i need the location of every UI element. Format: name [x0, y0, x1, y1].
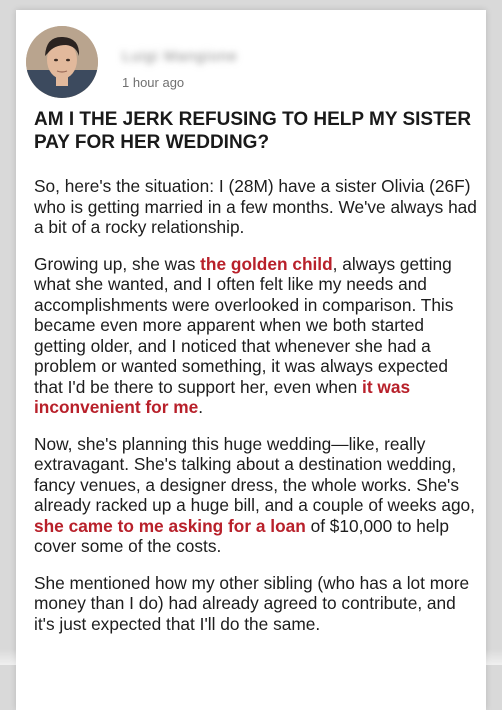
- text-span: of $10,000 to help cover some of the costs.: [34, 516, 449, 557]
- avatar-image: [26, 26, 98, 98]
- highlight-inconvenient: it was inconvenient for me: [34, 377, 410, 418]
- text-span: , always getting what she wanted, and I often felt like my needs and accomplishments were overlooked in comparison. This became even more apparent when we both started getting older, and I noticed that whenever she had a problem or wanted something, it was always expected that I'd be there to support her, even when: [34, 254, 453, 397]
- post-card: [16, 10, 486, 710]
- post-header: [16, 10, 486, 102]
- paragraph-1: So, here's the situation: I (28M) have a sister Olivia (26F) who is getting married in a few months. We've always had a bit of a rocky relationship.: [34, 176, 479, 238]
- author-name[interactable]: Luigi Mangione: [122, 48, 238, 65]
- post-timestamp: 1 hour ago: [122, 75, 184, 90]
- text-span: Now, she's planning this huge wedding—like, really extravagant. She's talking about a destination wedding, fancy venues, a designer dress, the whole works. She's already racked up a huge bill, and a couple of weeks ago,: [34, 434, 475, 516]
- text-span: .: [198, 397, 203, 417]
- bottom-fade: [0, 649, 502, 665]
- highlight-golden-child: the golden child: [200, 254, 333, 274]
- paragraph-4: She mentioned how my other sibling (who has a lot more money than I do) had already agreed to contribute, and it's just expected that I'll do the same.: [34, 573, 479, 635]
- text-span: Growing up, she was: [34, 254, 200, 274]
- highlight-loan-request: she came to me asking for a loan: [34, 516, 306, 536]
- post-title: AM I THE JERK REFUSING TO HELP MY SISTER PAY FOR HER WEDDING?: [34, 108, 474, 154]
- paragraph-3: [34, 434, 479, 557]
- avatar[interactable]: [26, 26, 98, 98]
- paragraph-2: [34, 254, 479, 418]
- post-body: [34, 176, 479, 650]
